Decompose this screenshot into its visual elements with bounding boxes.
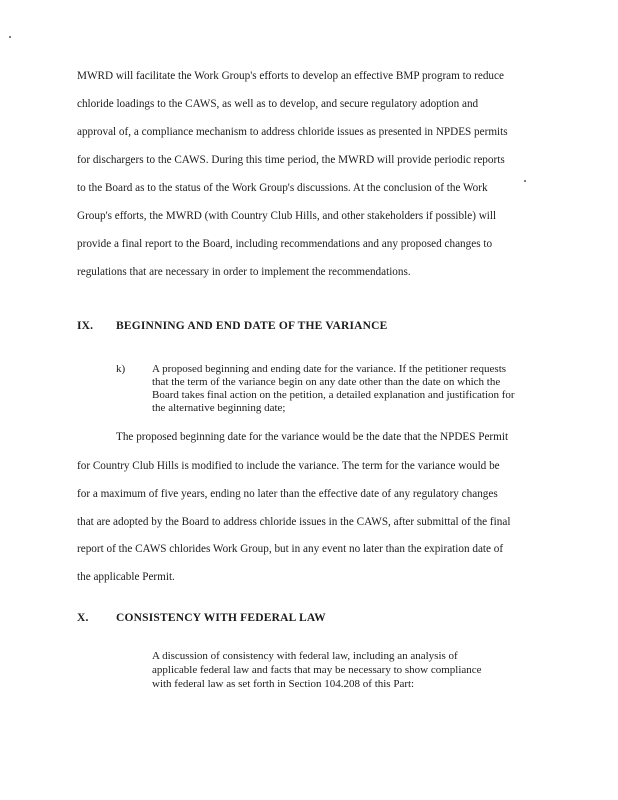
requirement-line: with federal law as set forth in Section 104.208 of this Part: <box>152 678 415 690</box>
paragraph-line: for dischargers to the CAWS. During this time period, the MWRD will provide periodic reports <box>77 154 505 166</box>
requirement-line: Board takes final action on the petition, a detailed explanation and justification for <box>152 389 515 401</box>
paragraph-line: provide a final report to the Board, including recommendations and any proposed changes to <box>77 238 493 250</box>
response-line: the applicable Permit. <box>77 571 175 583</box>
scan-speck <box>9 36 11 38</box>
response-line: for a maximum of five years, ending no later than the effective date of any regulatory changes <box>77 488 498 500</box>
requirement-line: A proposed beginning and ending date for the variance. If the petitioner requests <box>152 363 507 375</box>
response-line: The proposed beginning date for the variance would be the date that the NPDES Permit <box>116 431 509 443</box>
paragraph-line: to the Board as to the status of the Work Group's discussions. At the conclusion of the Work <box>77 182 488 194</box>
scan-speck <box>524 180 526 182</box>
requirement-line: A discussion of consistency with federal law, including an analysis of <box>152 650 458 662</box>
paragraph-line: Group's efforts, the MWRD (with Country Club Hills, and other stakeholders if possible) will <box>77 210 497 222</box>
paragraph-line: approval of, a compliance mechanism to address chloride issues as presented in NPDES permits <box>77 126 508 138</box>
requirement-marker: k) <box>116 363 126 375</box>
section-x-number: X. <box>77 612 89 624</box>
requirement-line: the alternative beginning date; <box>152 402 286 414</box>
requirement-line: that the term of the variance begin on any date other than the date on which the <box>152 376 501 388</box>
response-line: that are adopted by the Board to address chloride issues in the CAWS, after submittal of the final <box>77 516 511 528</box>
section-ix-number: IX. <box>77 320 94 332</box>
section-ix-title: BEGINNING AND END DATE OF THE VARIANCE <box>116 320 388 332</box>
paragraph-line: chloride loadings to the CAWS, as well as to develop, and secure regulatory adoption and <box>77 98 479 110</box>
requirement-line: applicable federal law and facts that may be necessary to show compliance <box>152 664 482 676</box>
response-line: for Country Club Hills is modified to include the variance. The term for the variance would be <box>77 460 500 472</box>
response-line: report of the CAWS chlorides Work Group, but in any event no later than the expiration date of <box>77 543 504 555</box>
paragraph-line: regulations that are necessary in order to implement the recommendations. <box>77 266 411 278</box>
paragraph-line: MWRD will facilitate the Work Group's efforts to develop an effective BMP program to reduce <box>77 70 504 82</box>
section-x-title: CONSISTENCY WITH FEDERAL LAW <box>116 612 326 624</box>
